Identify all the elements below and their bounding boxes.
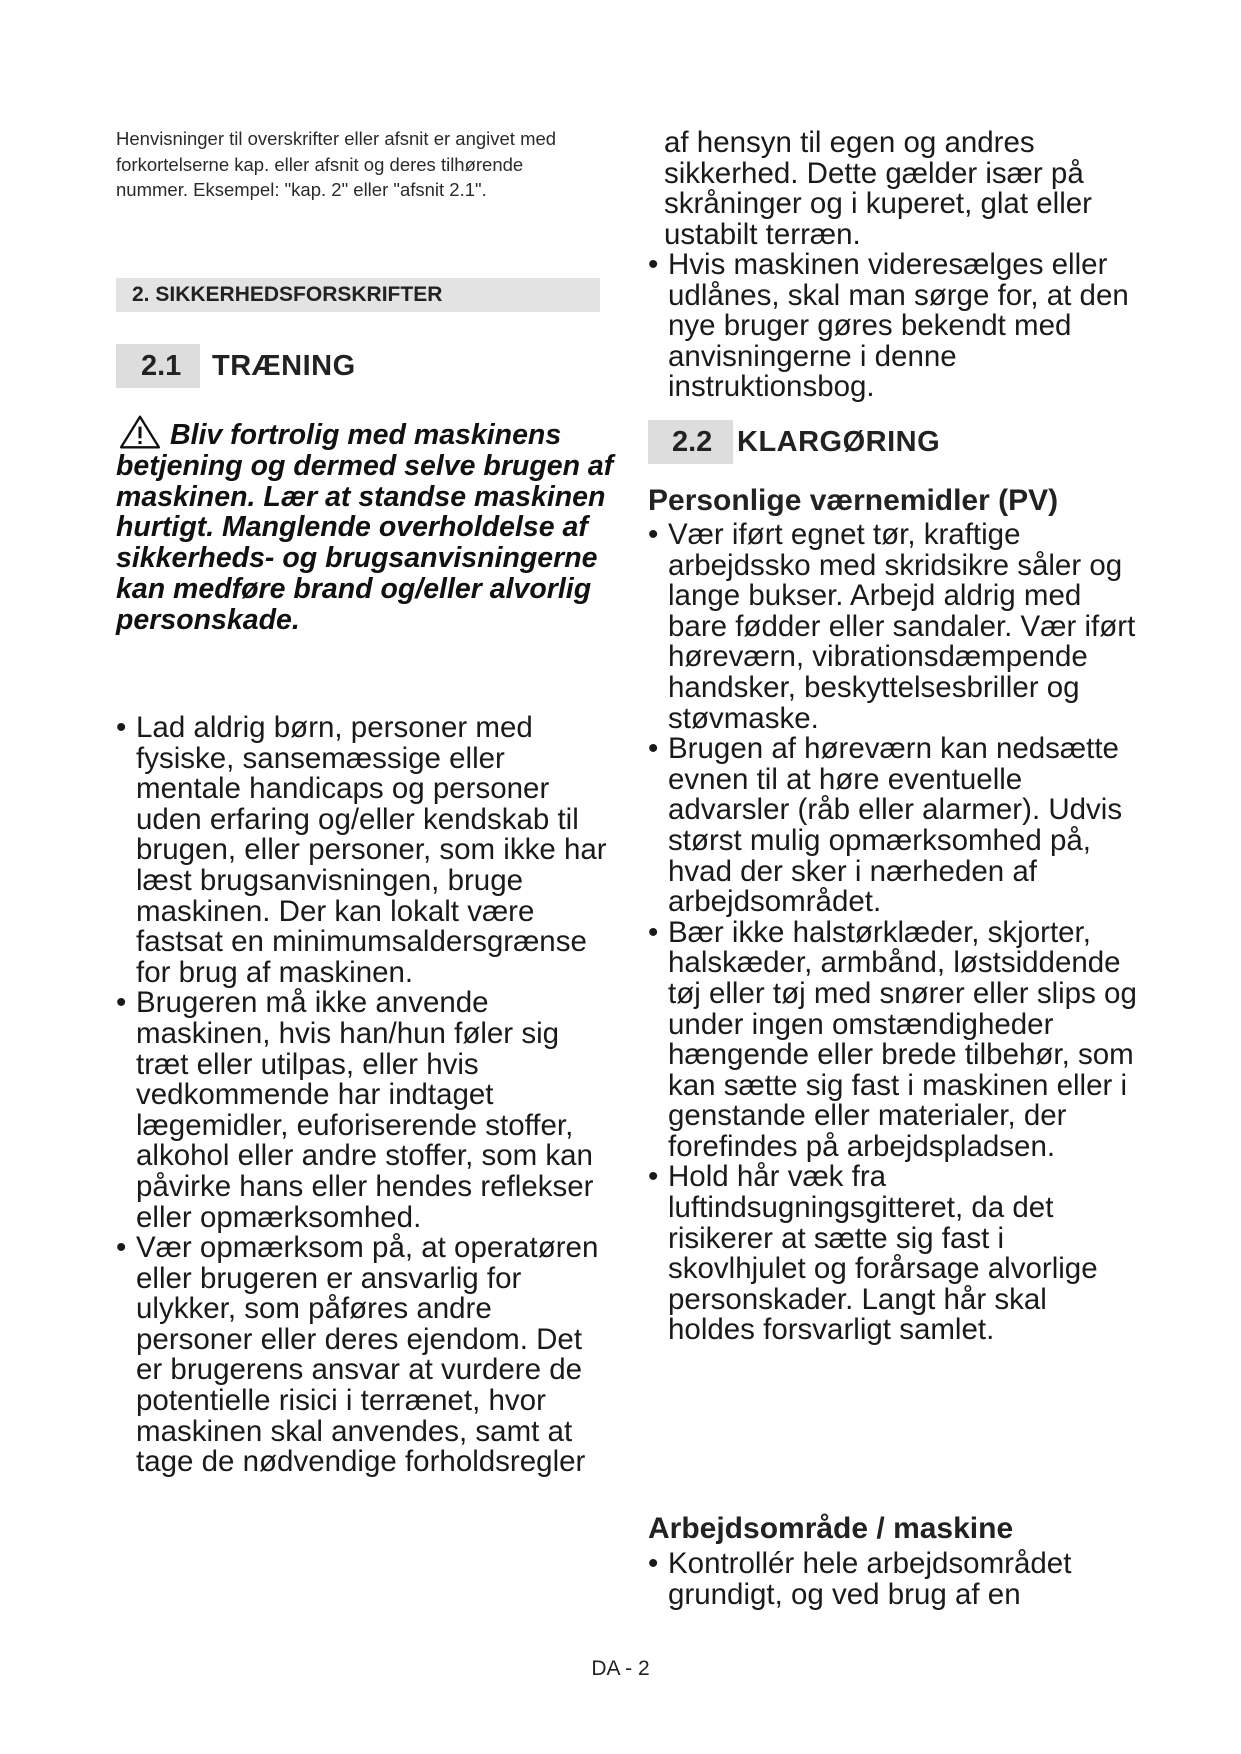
bullet-icon: •	[648, 1160, 659, 1194]
bullet-icon: •	[648, 518, 659, 551]
ppe-bullet-list	[648, 520, 1138, 1346]
warning-block	[116, 414, 616, 636]
list-item: • Vær opmærksom på, at operatøren eller brugeren er ansvarlig for ulykker, som påføres andre personer eller deres ejendom. Det er brugerens ansvar at vurdere de potentielle risici i terrænet, hvor maskinen skal anvendes, samt at tage de nødvendige forholdsregler	[116, 1231, 599, 1479]
section-number: 2.1	[116, 344, 200, 388]
chapter-heading: 2. SIKKERHEDSFORSKRIFTER	[116, 278, 600, 312]
bullet-icon: •	[116, 1231, 127, 1265]
section-title: TRÆNING	[212, 349, 356, 382]
ppe-heading: Personlige værnemidler (PV)	[648, 484, 1059, 517]
section-title: KLARGØRING	[737, 425, 941, 458]
list-item: • Kontrollér hele arbejdsområdet grundigt, og ved brug af en	[648, 1547, 1072, 1611]
list-item: • Lad aldrig børn, personer med fysiske, sansemæssige eller mentale handicaps og personer uden erfaring og/eller kendskab til brugen, eller personer, som ikke har læst brugsanvisningen, bruge maskinen. Der kan lokalt være fastsat en minimumsaldersgrænse for brug af maskinen.	[116, 711, 607, 989]
bullet-icon: •	[648, 915, 659, 949]
training-bullet-list	[116, 713, 611, 1478]
list-item: • Bær ikke halstørklæder, skjorter, halskæder, armbånd, løstsiddende tøj eller tøj med snører eller slips og under ingen omstændigheder hængende eller brede tilbehør, som kan sætte sig fast i maskinen eller i genstande eller materialer, der forefindes på arbejdspladsen.	[648, 915, 1137, 1163]
warning-triangle-icon	[116, 414, 164, 450]
list-item: • Vær iført egnet tør, kraftige arbejdssko med skridsikre såler og lange bukser. Arbejd aldrig med bare fødder eller sandaler. Vær iført høreværn, vibrationsdæmpende handsker, beskyttelsesbriller og støvmaske.	[648, 518, 1136, 735]
page-number: DA - 2	[591, 1657, 650, 1680]
warning-text: Bliv fortrolig med maskinens betjening og dermed selve brugen af maskinen. Lær at standse maskinen hurtigt. Manglende overholdelse af sikkerheds- og brugsanvisningerne kan medføre brand og/eller alvorlig personskade.	[116, 419, 614, 636]
bullet-icon: •	[648, 1547, 659, 1580]
list-item: • Hvis maskinen videresælges eller udlånes, skal man sørge for, at den nye bruger gøres bekendt med anvisningerne i denne instruktionsbog.	[648, 248, 1129, 404]
intro-note: Henvisninger til overskrifter eller afsnit er angivet med forkortelserne kap. eller afsnit og deres tilhørende nummer. Eksempel: "kap. 2" eller "afsnit 2.1".	[116, 128, 557, 200]
continued-paragraph: af hensyn til egen og andres sikkerhed. Dette gælder især på skråninger og i kuperet, glat eller ustabilt terræn.	[664, 126, 1092, 251]
list-item: • Brugen af høreværn kan nedsætte evnen til at høre eventuelle advarsler (råb eller alarmer). Udvis størst mulig opmærksomhed på, hvad der sker i nærheden af arbejdsområdet.	[648, 732, 1123, 919]
list-item: • Hold hår væk fra luftindsugningsgitteret, da det risikerer at sætte sig fast i skovlhjulet og forårsage alvorlige personskader. Langt hår skal holdes forsvarligt samlet.	[648, 1160, 1098, 1347]
section-number: 2.2	[648, 420, 733, 464]
training-bullet-list-continued	[648, 250, 1138, 403]
bullet-icon: •	[116, 986, 127, 1020]
bullet-icon: •	[648, 248, 659, 281]
section-heading-2-2	[648, 420, 940, 464]
work-area-heading: Arbejdsområde / maskine	[648, 1512, 1014, 1545]
bullet-icon: •	[648, 732, 659, 766]
section-heading-2-1	[116, 344, 356, 388]
list-item: • Brugeren må ikke anvende maskinen, hvis han/hun føler sig træt eller utilpas, eller hvis vedkommende har indtaget lægemidler, euforiserende stoffer, alkohol eller andre stoffer, som kan påvirke hans eller hendes reflekser eller opmærksomhed.	[116, 986, 594, 1234]
work-area-bullet-list	[648, 1549, 1138, 1610]
bullet-icon: •	[116, 711, 127, 744]
